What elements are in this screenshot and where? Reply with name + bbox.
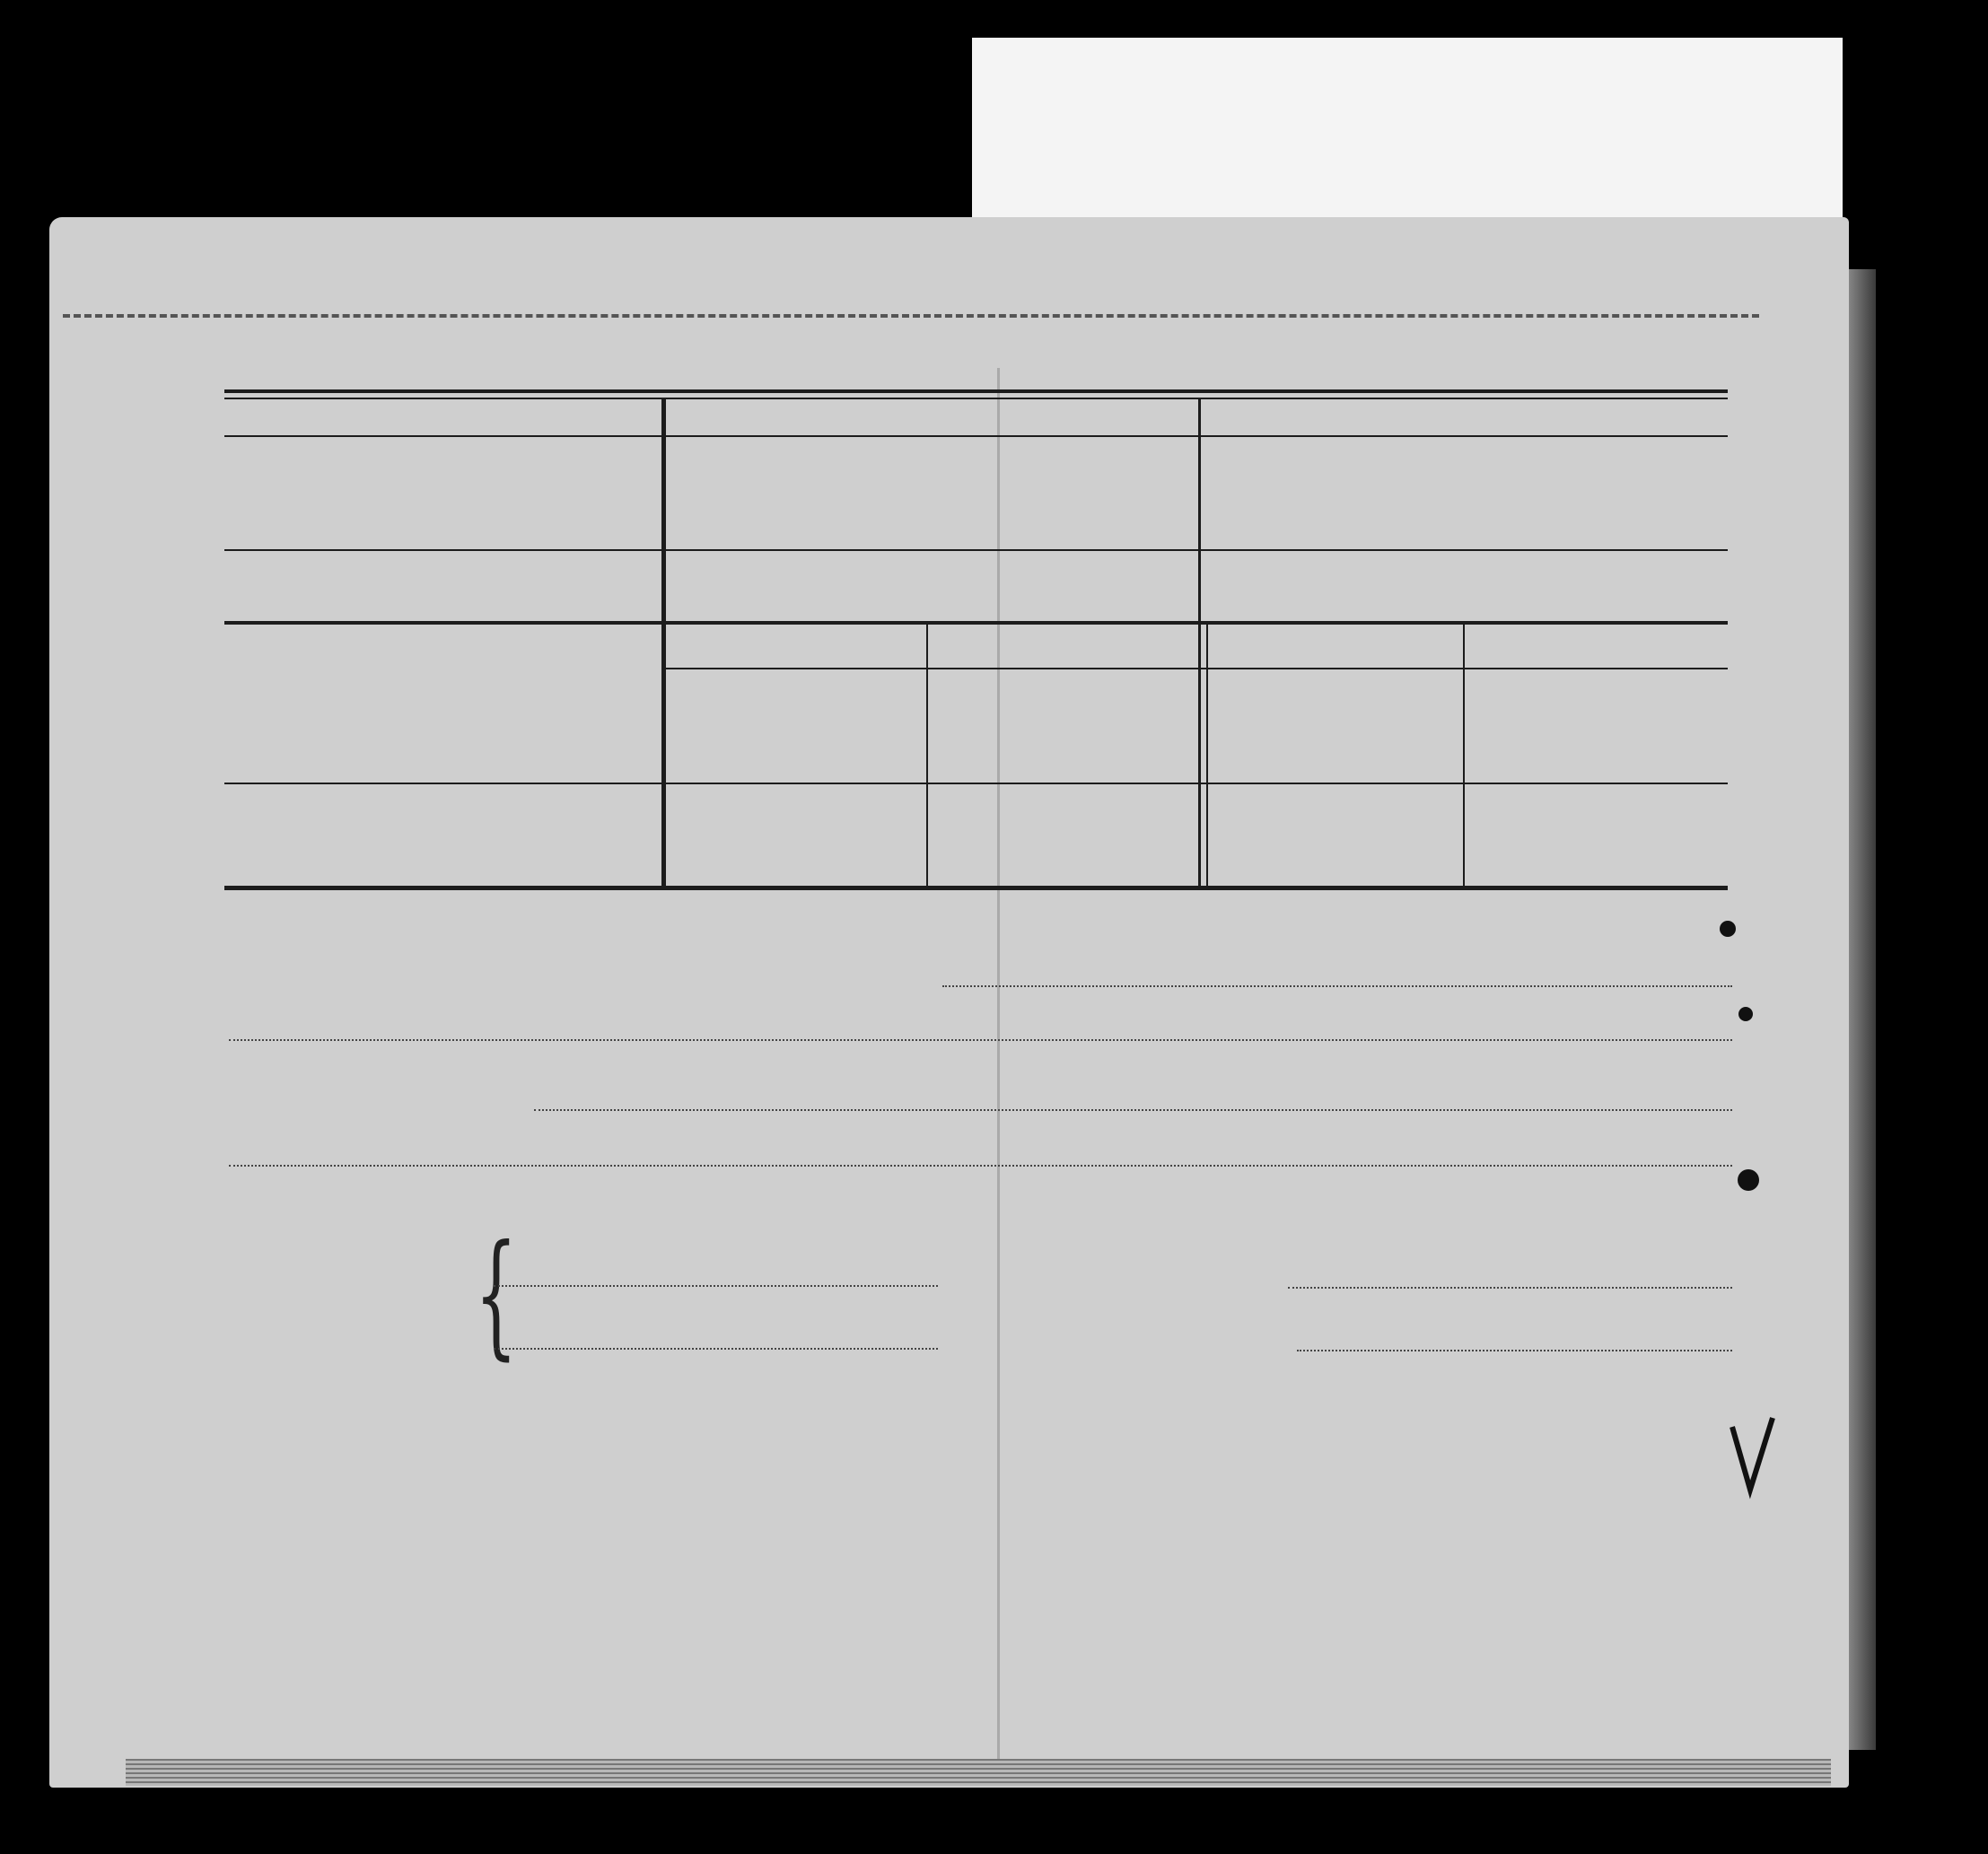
col-divider-father-sub — [926, 625, 928, 888]
row16-rule — [224, 783, 1728, 784]
documents-line-1 — [942, 985, 1732, 987]
header-rule — [224, 435, 1728, 437]
page-edges — [126, 1759, 1831, 1786]
col-divider-parents — [1198, 399, 1201, 888]
perforation-line — [63, 314, 1759, 318]
head-sig-line — [1288, 1287, 1732, 1289]
row15-rule — [224, 621, 1728, 625]
label-card — [972, 38, 1843, 222]
subheader-rule — [664, 668, 1728, 669]
col-divider-info — [661, 399, 666, 888]
documents-line-2 — [229, 1039, 1732, 1041]
remarks-line-2 — [229, 1165, 1732, 1167]
document-sheet — [49, 217, 1849, 1788]
table-bottom-rule — [224, 886, 1728, 890]
registrar-sig-line — [1297, 1350, 1732, 1351]
signatures-brace: { — [474, 1217, 518, 1373]
edge-damage-marks — [1705, 861, 1885, 1579]
remarks-line-1 — [534, 1109, 1732, 1111]
col-divider-mother-sub — [1463, 625, 1465, 888]
row14-rule — [224, 549, 1728, 551]
applicant-sig-line-2 — [494, 1348, 938, 1350]
applicant-sig-line-1 — [494, 1285, 938, 1287]
table-top-rule — [224, 389, 1728, 393]
col-divider-mother-left — [1206, 625, 1208, 888]
fold-crease — [997, 368, 1000, 1759]
table-top-rule-thin — [224, 398, 1728, 399]
